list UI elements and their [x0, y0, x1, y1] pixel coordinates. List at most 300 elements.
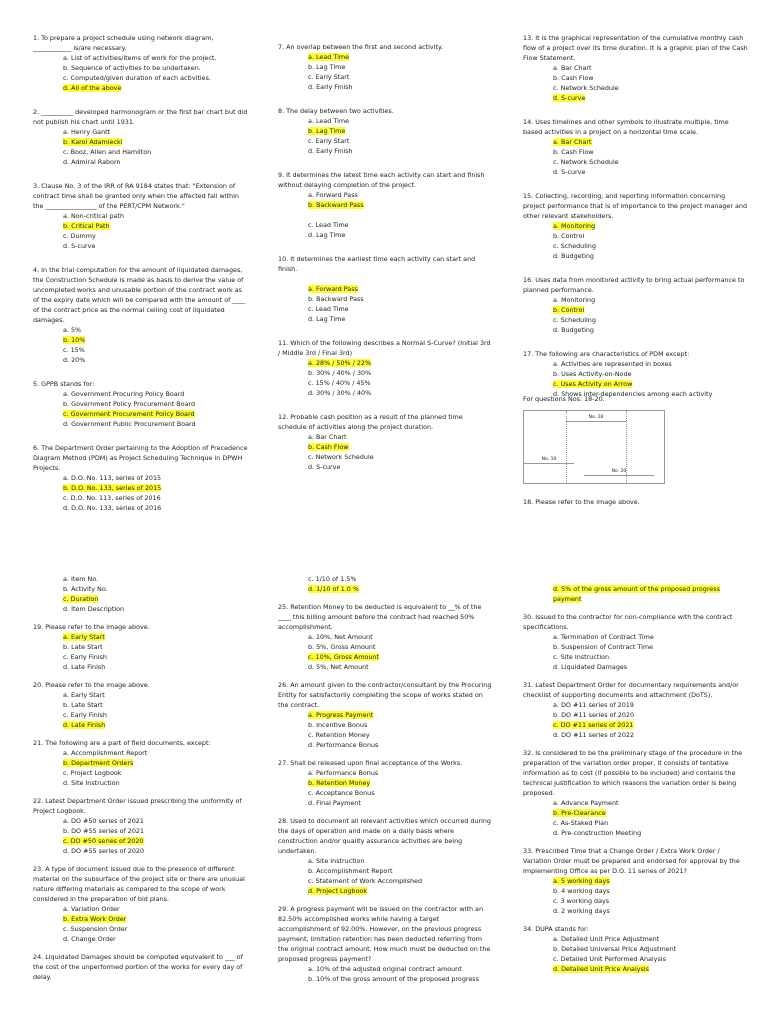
option: [33, 710, 248, 720]
question-q15: [523, 191, 748, 261]
option: [33, 241, 248, 251]
question-text: 13. It is the graphical representation of the cumulative monthly cash flow of a project over its time duration. It is a graphic plan of the Cash Flow Statement.: [523, 34, 748, 62]
option: [33, 594, 248, 604]
option: [523, 359, 748, 369]
option-text: c. D.O. No. 113, series of 2016: [63, 494, 161, 502]
question-text: 33. Prescribed Time that a Change Order / Extra Work Order / Variation Order must be prepared and endorsed for approval by the Implementing Office as per D.O. 11 series of 2021?: [523, 847, 740, 875]
option: [278, 788, 493, 798]
option: [278, 584, 493, 594]
option: [523, 93, 748, 103]
option-text: d. DO #55 series of 2020: [63, 847, 145, 855]
highlighted-answer: b. Critical Path: [63, 222, 110, 230]
option: [523, 906, 748, 916]
option: [523, 369, 748, 379]
option: [33, 231, 248, 241]
option-text: b. Late Start: [63, 701, 103, 709]
option-text: c. Site Instruction: [553, 653, 610, 661]
highlighted-answer: c. Duration: [63, 595, 99, 603]
option-text: c. Scheduling: [553, 316, 596, 324]
option-text: b. Government Policy Procurement Board: [63, 400, 196, 408]
option: [33, 778, 248, 788]
question-q21: [33, 738, 248, 788]
question-text: 2. __________ developed harmonogram or the first bar chart but did not publish his chart until 1931.: [33, 108, 248, 126]
option: [523, 934, 748, 944]
option-text: b. Cash Flow: [553, 74, 594, 82]
option-text: b. Late Start: [63, 643, 103, 651]
p1-col3: [523, 33, 748, 413]
option: [523, 700, 748, 710]
option: [523, 662, 748, 672]
option: [278, 662, 493, 672]
option: [523, 231, 748, 241]
highlighted-answer: d. Late Finish: [63, 721, 106, 729]
option: [278, 740, 493, 750]
option-text: c. 3 working days: [553, 897, 610, 905]
option: [523, 221, 748, 231]
option: [278, 866, 493, 876]
option-text: c. Suspension Order: [63, 925, 128, 933]
option: [33, 355, 248, 365]
option: [278, 274, 493, 284]
option: [523, 710, 748, 720]
question-text: 25. Retention Money to be deducted is equivalent to __% of the ____ this billing amount before the contract had reached 50% accomplishment.: [278, 603, 482, 631]
option-text: d. S-curve: [308, 463, 341, 471]
highlighted-answer: c. Government Procurement Policy Board: [63, 410, 195, 418]
option: [523, 808, 748, 818]
option: [278, 798, 493, 808]
question-q11: [278, 338, 493, 398]
question-q17: [523, 349, 748, 399]
option-text: d. 5%, Net Amount: [308, 663, 369, 671]
question-text: 3. Clause No. 3 of the IRR of RA 9184 states that: "Extension of contract time shall be granted only when the affected fall within the ________________ of the PERT/CPM Network.": [33, 182, 239, 210]
node-20: No. 20: [584, 469, 654, 476]
option: [278, 190, 493, 200]
option-text: c. 15% / 40% / 45%: [308, 379, 371, 387]
option: [278, 768, 493, 778]
p2-col3: [523, 584, 748, 982]
option-text: d. Budgeting: [553, 326, 594, 334]
highlighted-answer: c. DO #11 series of 2021: [553, 721, 634, 729]
question-text: 31. Latest Department Order for documentary requirements and/or checklist of supporting documents and attachment (DoTS).: [523, 681, 739, 699]
option-text: d. Site Instruction: [63, 779, 120, 787]
option: [33, 652, 248, 662]
question-q5: [33, 379, 248, 429]
option: [33, 816, 248, 826]
question-text: 8. The delay between two activities.: [278, 107, 394, 115]
highlighted-answer: b. Department Orders: [63, 759, 134, 767]
option: [278, 230, 493, 240]
highlighted-answer: a. 5 working days: [553, 877, 610, 885]
question-q9: [278, 170, 493, 240]
option: [33, 221, 248, 231]
highlighted-answer: b. D.O. No. 133, series of 2015: [63, 484, 162, 492]
question-text: 21. The following are a part of field documents, except:: [33, 739, 211, 747]
question-q10: [278, 254, 493, 324]
option-text: b. 10% of the gross amount of the proposed progress: [308, 975, 479, 983]
question-text: 26. An amount given to the contractor/consultant by the Procuring Entity for satisfactorily completing the scope of works stated on the contract.: [278, 681, 492, 709]
option: [523, 251, 748, 261]
option: [33, 325, 248, 335]
option-text: a. 10% of the adjusted original contract amount: [308, 965, 462, 973]
question-text: 15. Collecting, recording, and reporting information concerning project performance that is of importance to the project manager and other relevant stakeholders.: [523, 192, 748, 220]
option: [33, 690, 248, 700]
option: [33, 409, 248, 419]
option: [278, 632, 493, 642]
option: [278, 126, 493, 136]
question-text: 29. A progress payment will be issued on the contractor with an 82.50% accomplished works while having a target accomplishment of 92.00%. However, on the previous progress payment, limitation retention has been deducted referring from the original contract amount. How much must be deducted on the proposed progress payment?: [278, 905, 491, 963]
question-text: 19. Please refer to the image above.: [33, 623, 150, 631]
option: [278, 210, 493, 220]
highlighted-answer: d. All of the above: [63, 84, 122, 92]
highlighted-answer: b. 10%: [63, 336, 86, 344]
highlighted-answer: b. Lag Time: [308, 127, 346, 135]
question-q34: [523, 924, 748, 974]
option-text: a. Non-critical path: [63, 212, 124, 220]
highlighted-answer: b. Backward Pass: [308, 201, 364, 209]
question-q12: [278, 412, 493, 472]
option: [278, 432, 493, 442]
option: [33, 836, 248, 846]
option: [278, 710, 493, 720]
question-q26: [278, 680, 493, 750]
option: [278, 284, 493, 294]
option: [33, 720, 248, 730]
option-text: b. Incentive Bonus: [308, 721, 368, 729]
p1-col2: [278, 42, 493, 486]
option: [33, 934, 248, 944]
option: [523, 167, 748, 177]
option: [33, 389, 248, 399]
option: [33, 73, 248, 83]
option-text: c. Network Schedule: [553, 158, 619, 166]
option: [33, 826, 248, 836]
question-text: 22. Latest Department Order issued prescribing the uniformity of Project Logbook.: [33, 797, 242, 815]
question-q1: [33, 33, 248, 93]
option: [278, 220, 493, 230]
option: [523, 295, 748, 305]
highlighted-answer: d. Project Logbook: [308, 887, 368, 895]
option-text: d. S-curve: [63, 242, 96, 250]
option: [33, 700, 248, 710]
question-q32: [523, 748, 748, 838]
option: [278, 730, 493, 740]
question-q29b: [523, 584, 748, 604]
option-text: a. Advance Payment: [553, 799, 619, 807]
highlighted-answer: a. Bar Chart: [553, 138, 592, 146]
option-text: a. D.O. No. 113, series of 2015: [63, 474, 162, 482]
highlighted-answer: c. Uses Activity on Arrow: [553, 380, 633, 388]
option: [33, 768, 248, 778]
option-text: d. 30% / 30% / 40%: [308, 389, 372, 397]
option: [523, 944, 748, 954]
option-text: a. Bar Chart: [308, 433, 347, 441]
option: [523, 63, 748, 73]
option: [278, 462, 493, 472]
question-q2: [33, 107, 248, 167]
option-text: c. Booz, Allen and Hamilton: [63, 148, 152, 156]
option: [278, 856, 493, 866]
option: [278, 652, 493, 662]
question-text: 10. It determines the earliest time each activity can start and finish.: [278, 255, 476, 273]
option: [278, 442, 493, 452]
highlighted-answer: a. Lead Time: [308, 53, 350, 61]
option-text: d. Final Payment: [308, 799, 361, 807]
option-text: a. Variation Order: [63, 905, 120, 913]
option-text: a. Lead Time: [308, 117, 350, 125]
option: [33, 758, 248, 768]
option: [278, 778, 493, 788]
option: [523, 584, 748, 604]
option-text: c. Lead Time: [308, 221, 349, 229]
option-text: b. Detailed Universal Price Adjustment: [553, 945, 677, 953]
option: [33, 127, 248, 137]
option: [523, 876, 748, 886]
option: [523, 325, 748, 335]
question-text: 1. To prepare a project schedule using network diagram, ____________ is/are necessary.: [33, 34, 214, 52]
option-text: c. Network Schedule: [553, 84, 619, 92]
question-text: 11. Which of the following describes a Normal S-Curve? (Initial 3rd / Middle 3rd / Final 3rd): [278, 339, 491, 357]
option: [278, 146, 493, 156]
option: [523, 964, 748, 974]
option-text: d. Early Finish: [308, 83, 353, 91]
question-q3: [33, 181, 248, 251]
option: [523, 720, 748, 730]
option-text: a. 5%: [63, 326, 82, 334]
option: [278, 886, 493, 896]
question-text: 6. The Department Order pertaining to the Adoption of Precedence Diagram Method (PDM) as Project Scheduling Technique in DPWH Projects.: [33, 444, 248, 472]
option: [33, 157, 248, 167]
option-text: a. 10%, Net Amount: [308, 633, 373, 641]
question-q4: [33, 265, 248, 365]
p2-col2: [278, 574, 493, 992]
highlighted-answer: b. Karol Adamiecki: [63, 138, 123, 146]
option-text: a. Henry Gantt: [63, 128, 111, 136]
option: [523, 137, 748, 147]
option-text: c. Early Finish: [63, 711, 107, 719]
option: [278, 136, 493, 146]
option-text: b. Accomplishment Report: [308, 867, 393, 875]
question-text: 17. The following are characteristics of PDM except:: [523, 350, 690, 358]
question-text: 7. An overlap between the first and second activity.: [278, 43, 443, 51]
option-text: d. Admiral Raborn: [63, 158, 121, 166]
option: [278, 62, 493, 72]
option-text: b. Activity No.: [63, 585, 108, 593]
option: [278, 574, 493, 584]
highlighted-answer: a. Forward Pass: [308, 285, 358, 293]
option-text: c. Detailed Unit Performed Analysis: [553, 955, 666, 963]
highlighted-answer: c. 10%, Gross Amount: [308, 653, 379, 661]
question-text: 24. Liquidated Damages should be computed equivalent to ___ of the cost of the unperformed portion of the works for every day of delay.: [33, 953, 243, 981]
question-text: 32. Is considered to be the preliminary stage of the procedure in the preparation of the variation order proper, it consists of tentative information as to cost (if possible to be included) and contains the technical justification to which reasons the variation order is being proposed.: [523, 749, 743, 797]
question-q20: [33, 680, 248, 730]
option: [33, 483, 248, 493]
question-q24: [33, 952, 248, 982]
option-text: a. Termination of Contract Time: [553, 633, 654, 641]
option-text: c. Acceptance Bonus: [308, 789, 375, 797]
option: [278, 964, 493, 974]
option: [278, 876, 493, 886]
option-text: b. Cash Flow: [553, 148, 594, 156]
highlighted-answer: a. Early Start: [63, 633, 105, 641]
option: [523, 147, 748, 157]
option-text: b. DO #55 series of 2021: [63, 827, 145, 835]
option-text: d. Budgeting: [553, 252, 594, 260]
option: [278, 368, 493, 378]
option: [278, 452, 493, 462]
option-text: d. Early Finish: [308, 147, 353, 155]
question-text: 14. Uses timelines and other symbols to illustrate multiple, time based activities in a project on a horizontal time scale.: [523, 118, 729, 136]
option: [33, 83, 248, 93]
option-text: d. DO #11 series of 2022: [553, 731, 635, 739]
question-q33: [523, 846, 748, 916]
option-text: c. Dummy: [63, 232, 96, 240]
option-text: a. List of activities/items of work for the project.: [63, 54, 217, 62]
option-text: d. D.O. No. 133, series of 2016: [63, 504, 162, 512]
question-text: 4. In the trial computation for the amount of liquidated damages, the Construction Schedule is made as basis to derive the value of uncompleted works and unusable portion of the contract work as of the expiry date which will be compared with the amount of ____ of the contract price as the normal ceiling cost of liquidated damages.: [33, 266, 246, 324]
option: [33, 846, 248, 856]
option: [33, 335, 248, 345]
option: [33, 63, 248, 73]
option-text: d. 20%: [63, 356, 86, 364]
option: [523, 642, 748, 652]
option: [33, 642, 248, 652]
highlighted-answer: b. Pre-Clearance: [553, 809, 606, 817]
question-text: 12. Probable cash position as a result of the planned time schedule of activities along the project duration.: [278, 413, 463, 431]
option-text: d. Performance Bonus: [308, 741, 379, 749]
p2-col1: [33, 574, 248, 990]
option: [33, 748, 248, 758]
node-19: No. 19: [524, 457, 574, 464]
option: [33, 604, 248, 614]
highlighted-answer: a. 28% / 50% / 22%: [308, 359, 372, 367]
question-q22: [33, 796, 248, 856]
option-text: d. Late Finish: [63, 663, 106, 671]
option: [33, 632, 248, 642]
pdm-diagram: [523, 410, 665, 484]
question-q14: [523, 117, 748, 177]
option-text: c. Early Start: [308, 73, 350, 81]
question-q25: [278, 602, 493, 672]
option-text: c. 15%: [63, 346, 85, 354]
option: [523, 652, 748, 662]
option: [523, 730, 748, 740]
option-text: d. Lag Time: [308, 231, 346, 239]
question-text: 27. Shall be released upon final acceptance of the Works.: [278, 759, 463, 767]
option: [278, 304, 493, 314]
question-q8: [278, 106, 493, 156]
option-text: c. Retention Money: [308, 731, 370, 739]
option-text: a. Performance Bonus: [308, 769, 379, 777]
q18-text: 18. Please refer to the image above.: [523, 498, 640, 506]
option-text: a. DO #50 series of 2021: [63, 817, 144, 825]
highlighted-answer: c. DO #50 series of 2020: [63, 837, 144, 845]
option: [278, 378, 493, 388]
option: [523, 83, 748, 93]
option-text: b. Uses Activity-on-Node: [553, 370, 632, 378]
option-text: d. Pre-construction Meeting: [553, 829, 642, 837]
question-text: 30. Issued to the contractor for non-compliance with the contract specifications.: [523, 613, 733, 631]
highlighted-answer: d. 5% of the gross amount of the proposed progress payment: [553, 585, 720, 603]
option: [33, 399, 248, 409]
option-text: d. Liquidated Damages: [553, 663, 628, 671]
option-text: a. Accomplishment Report: [63, 749, 148, 757]
question-text: 16. Uses data from monitored activity to bring actual performance to planned performance.: [523, 276, 745, 294]
question-q6: [33, 443, 248, 513]
option: [523, 632, 748, 642]
question-q19: [33, 622, 248, 672]
option-text: c. Scheduling: [553, 242, 596, 250]
option-text: a. Government Procuring Policy Board: [63, 390, 185, 398]
option: [523, 818, 748, 828]
option-text: d. Lag Time: [308, 315, 346, 323]
option-text: b. DO #11 series of 2020: [553, 711, 635, 719]
highlighted-answer: d. S-curve: [553, 94, 586, 102]
option: [33, 419, 248, 429]
highlighted-answer: b. Extra Work Order: [63, 915, 127, 923]
option: [33, 924, 248, 934]
option: [278, 358, 493, 368]
option: [523, 73, 748, 83]
option: [33, 914, 248, 924]
option: [523, 241, 748, 251]
option-text: d. Change Order: [63, 935, 116, 943]
question-q30: [523, 612, 748, 672]
option: [33, 345, 248, 355]
p1-col1: [33, 33, 248, 527]
option-text: a. Activities are represented in boxes: [553, 360, 672, 368]
question-q24b: [278, 574, 493, 594]
question-q23: [33, 864, 248, 944]
option-text: a. DO #11 series of 2019: [553, 701, 634, 709]
highlighted-answer: b. Control: [553, 306, 585, 314]
option: [33, 503, 248, 513]
option: [33, 53, 248, 63]
option-text: b. Backward Pass: [308, 295, 364, 303]
option: [278, 82, 493, 92]
question-q31: [523, 680, 748, 740]
option-text: c. 1/10 of 1.5%: [308, 575, 357, 583]
question-q16: [523, 275, 748, 335]
questions-note: For questions Nos. 18-20.: [523, 395, 605, 403]
option-text: b. 4 working days: [553, 887, 610, 895]
option: [278, 974, 493, 984]
option-text: c. As-Staked Plan: [553, 819, 609, 827]
question-text: 28. Used to document all relevant activities which occurred during the days of operation and made on a daily basis where construction and/or quality assurance activities are being undertaken.: [278, 817, 491, 855]
option-text: b. Control: [553, 232, 585, 240]
option: [523, 798, 748, 808]
option: [33, 137, 248, 147]
option-text: a. Detailed Unit Price Adjustment: [553, 935, 660, 943]
option: [523, 886, 748, 896]
option-text: d. Item Description: [63, 605, 125, 613]
option-text: c. Early Finish: [63, 653, 107, 661]
option-text: d. Government Public Procurement Board: [63, 420, 196, 428]
highlighted-answer: a. Monitoring: [553, 222, 596, 230]
option-text: a. Bar Chart: [553, 64, 592, 72]
option: [33, 473, 248, 483]
option: [523, 315, 748, 325]
option: [523, 157, 748, 167]
option: [33, 574, 248, 584]
option-text: c. Early Start: [308, 137, 350, 145]
option: [278, 72, 493, 82]
option-text: c. Computed/given duration of each activities.: [63, 74, 211, 82]
option: [33, 584, 248, 594]
question-q29: [278, 904, 493, 984]
highlighted-answer: a. Progress Payment: [308, 711, 374, 719]
option: [278, 52, 493, 62]
option: [278, 642, 493, 652]
